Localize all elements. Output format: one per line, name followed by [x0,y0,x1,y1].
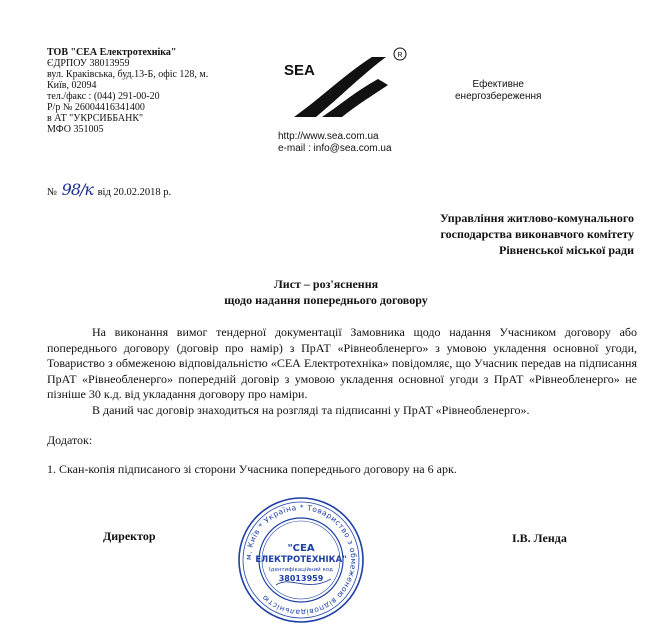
company-address-line-1: вул. Краківська, буд.13-Б, офіс 128, м. [47,69,209,80]
signatory-title: Директор [103,529,156,543]
body-paragraph-2: В даний час договір знаходиться на розгляді та підписанні у ПрАТ «Рівнеобленерго». [92,402,530,417]
stamp-center-line-2: ЕЛЕКТРОТЕХНІКА" [255,555,347,565]
company-email: e-mail : info@sea.com.ua [278,143,392,154]
company-name: ТОВ "СЕА Електротехніка" [47,47,177,58]
letter-body [47,325,637,418]
reference-date: від 20.02.2018 р. [97,187,172,198]
stamp-outer-text: м. Київ * Україна * Товариство з обмеженою відповідальністю [243,502,359,618]
addendum-title: Додаток: [47,433,93,447]
company-contacts [278,131,392,155]
outgoing-reference [47,180,171,199]
reference-number-handwritten: 98/к [61,180,93,199]
heading-line-1: Лист – роз'яснення [273,277,379,291]
recipient-line-1: Управління житлово-комунального [439,211,634,225]
addendum-item-1: 1. Скан-копія підписаного зі сторони Учасника попереднього договору на 6 арк. [47,462,457,476]
sea-logo [282,45,412,123]
recipient-line-3: Рівненської міської ради [499,243,634,257]
recipient-block [440,210,634,258]
company-address-line-2: Київ, 02094 [47,80,97,91]
company-bank: в АТ "УКРСИББАНК" [47,113,144,124]
signatory-name: І.В. Ленда [512,531,567,545]
body-paragraph-1: На виконання вимог тендерної документації Замовника щодо надання Учасником договору або попереднього договору (договір про намір) з ПрАТ «Рівнеобленерго» з умовою укладення основної угоди, Товариство з обмеженою відповідальністю «СЕА Електротехніка» повідомляє, що Учасник передав на підписання ПрАТ «Рівнеобленерго» попередній договір з умовою укладення основної угоди з ПрАТ «Рівнеобленерго» не пізніше 30 к.д. від укладання договору про наміри. [47,325,637,401]
recipient-line-2: господарства виконавчого комітету [440,227,634,241]
slogan-line-1: Ефективне [472,79,524,90]
stamp-center-line-1: "СЕА [287,543,315,554]
company-edrpou: ЄДРПОУ 38013959 [47,58,130,69]
slogan-line-2: енергозбереження [455,91,542,102]
stamp-code: 38013959 [278,574,324,583]
company-website: http://www.sea.com.ua [278,131,379,142]
company-phone: тел./факс : (044) 291-00-20 [47,91,160,102]
company-stamp [236,495,366,625]
company-requisites [47,47,277,135]
letter-heading [0,276,652,308]
logo-text: SEA [284,62,315,79]
company-mfo: МФО 351005 [47,124,104,135]
stamp-code-label: Ідентифікаційний код [269,567,333,573]
heading-line-2: щодо надання попереднього договору [224,293,428,307]
company-account: Р/р № 26004416341400 [47,102,145,113]
company-slogan [455,79,541,103]
reference-prefix: № [47,187,58,198]
registered-mark: R [397,52,403,59]
